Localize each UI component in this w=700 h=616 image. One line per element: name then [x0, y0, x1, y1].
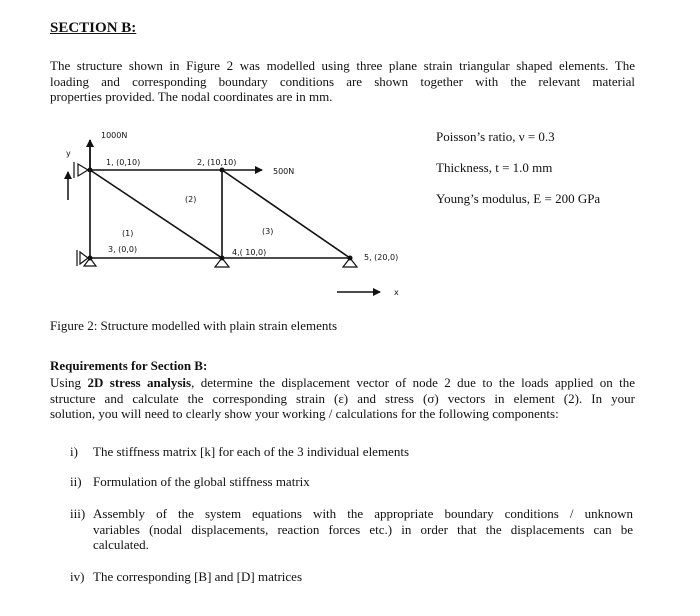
- figure-caption: Figure 2: Structure modelled with plain strain elements: [50, 318, 338, 333]
- node-4-label: 4,( 10,0): [232, 248, 267, 257]
- list-item-text: Assembly of the system equations with the appropriate boundary conditions / unknown variables (nodal displacements, reaction forces etc.) in order that the displacements can be calculated.: [93, 506, 633, 552]
- element-1-label: (1): [122, 229, 134, 238]
- load-1000n-label: 1000N: [101, 131, 128, 140]
- node-2-marker: [220, 168, 225, 173]
- node-1-label: 1, (0,10): [106, 158, 141, 167]
- list-item-number: i): [70, 444, 78, 459]
- element-3-label: (3): [262, 227, 274, 236]
- list-item-number: iii): [70, 506, 86, 521]
- youngs-modulus: Young’s modulus, E = 200 GPa: [436, 191, 601, 206]
- requirements-line-2: structure and calculate the corresponding strain (ε) and stress (σ) vectors in element (2). In your: [50, 390, 635, 406]
- requirements-line-1: Using 2D stress analysis, determine the displacement vector of node 2 due to the loads applied on the: [50, 375, 636, 390]
- list-item-number: iv): [70, 569, 85, 584]
- roller-support-node1: [74, 162, 88, 178]
- structure-figure: [0, 120, 430, 305]
- list-item-number: ii): [70, 474, 82, 489]
- node-1-marker: [88, 168, 93, 173]
- list-item: [70, 444, 635, 460]
- node-3-label: 3, (0,0): [108, 245, 138, 254]
- requirements-line-3: solution, you will need to clearly show your working / calculations for the following components:: [50, 406, 559, 421]
- list-item-text: The corresponding [B] and [D] matrices: [93, 569, 303, 584]
- member-2-5: [222, 170, 350, 258]
- list-item-text: The stiffness matrix [k] for each of the 3 individual elements: [93, 444, 409, 459]
- list-item: [70, 569, 635, 585]
- node-5-label: 5, (20,0): [364, 253, 399, 262]
- poisson-ratio: Poisson’s ratio, ν = 0.3: [436, 129, 555, 144]
- load-500n-label: 500N: [273, 167, 295, 176]
- analysis-type: 2D stress analysis: [87, 375, 192, 390]
- list-item: [70, 506, 635, 554]
- intro-paragraph: [50, 58, 635, 105]
- node-2-label: 2, (10,10): [197, 158, 237, 167]
- requirements-title: Requirements for Section B:: [50, 358, 208, 373]
- section-heading: SECTION B:: [50, 20, 137, 36]
- list-item-text: Formulation of the global stiffness matrix: [93, 474, 310, 489]
- intro-line-1: The structure shown in Figure 2 was modelled using three plane strain triangular shaped elements. The: [50, 58, 635, 73]
- intro-line-3: properties provided. The nodal coordinates are in mm.: [50, 89, 333, 104]
- requirements-paragraph: [50, 375, 635, 422]
- x-axis-label: x: [394, 288, 399, 297]
- element-2-label: (2): [185, 195, 197, 204]
- thickness: Thickness, t = 1.0 mm: [436, 160, 553, 175]
- y-axis-label: y: [66, 149, 71, 158]
- list-item: [70, 474, 635, 490]
- intro-line-2: loading and corresponding boundary conditions are shown together with the relevant material: [50, 73, 635, 89]
